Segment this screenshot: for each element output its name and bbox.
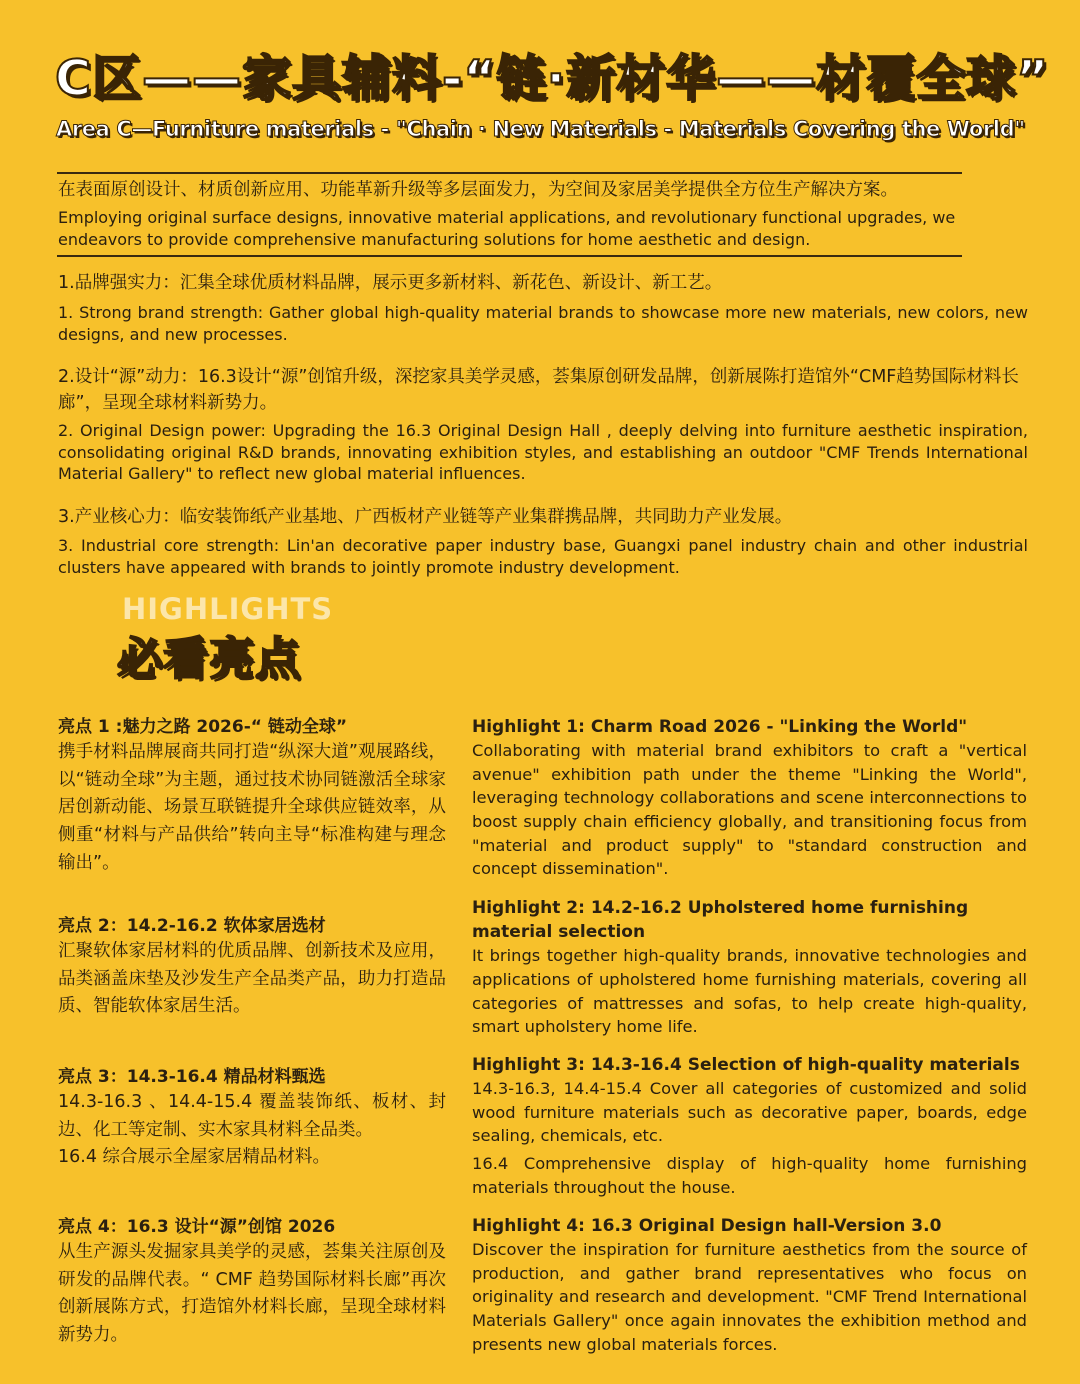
- highlight-1-cn-title: 亮点 1 :魅力之路 2026-“ 链动全球”: [58, 717, 348, 737]
- highlight-2-cn-title: 亮点 2：14.2-16.2 软体家居选材: [58, 916, 326, 936]
- highlight-3-en-title: Highlight 3: 14.3-16.4 Selection of high-quality materials: [472, 1055, 1020, 1075]
- highlight-4-cn: [58, 1215, 446, 1350]
- highlight-3-cn: [58, 1065, 446, 1172]
- highlight-2-en-title: Highlight 2: 14.2-16.2 Upholstered home furnishing material selection: [472, 898, 969, 943]
- highlight-1-en: [472, 715, 1027, 881]
- divider-bottom: [57, 255, 962, 257]
- highlight-4-en-title: Highlight 4: 16.3 Original Design hall-Version 3.0: [472, 1216, 942, 1236]
- intro-cn: 在表面原创设计、材质创新应用、功能革新升级等多层面发力，为空间及家居美学提供全方位生产解决方案。: [58, 180, 898, 200]
- point-3-en: 3. Industrial core strength: Lin'an decorative paper industry base, Guangxi panel industry chain and other industrial clusters have appeared with brands to jointly promote industry development.: [58, 536, 1028, 577]
- page-title: C区——家具辅料-“链·新材华——材覆全球”: [55, 50, 1050, 107]
- highlight-2-cn-body: 汇聚软体家居材料的优质品牌、创新技术及应用，品类涵盖床垫及沙发生产全品类产品，助力打造品质、智能软体家居生活。: [58, 941, 446, 1017]
- highlight-1-en-body: Collaborating with material brand exhibitors to craft a "vertical avenue" exhibition path under the theme "Linking the World", leveraging technology collaborations and scene interconnections to boost supply chain efficiency globally, and transitioning focus from "material and product supply" to "standard construction and concept dissemination".: [472, 741, 1027, 879]
- highlight-3-cn-body-2: 16.4 综合展示全屋家居精品材料。: [58, 1147, 331, 1168]
- highlight-1-cn-body: 携手材料品牌展商共同打造“纵深大道”观展路线，以“链动全球”为主题，通过技术协同链激活全球家居创新动能、场景互联链提升全球供应链效率，从侧重“材料与产品供给”转向主导“标准构建与理念输出”。: [58, 742, 446, 873]
- highlight-4-cn-title: 亮点 4：16.3 设计“源”创馆 2026: [58, 1217, 336, 1237]
- point-1-en: 1. Strong brand strength: Gather global high-quality material brands to showcase more new materials, new colors, new designs, and new processes.: [58, 303, 1028, 344]
- point-1-cn: 1.品牌强实力：汇集全球优质材料品牌，展示更多新材料、新花色、新设计、新工艺。: [58, 273, 723, 293]
- highlight-2-en: [472, 896, 1027, 1039]
- highlight-2-cn: [58, 914, 446, 1021]
- highlight-4-en: [472, 1214, 1027, 1356]
- highlight-3-cn-title: 亮点 3：14.3-16.4 精品材料甄选: [58, 1067, 326, 1087]
- highlight-1-cn: [58, 715, 446, 877]
- point-2-en: 2. Original Design power: Upgrading the 16.3 Original Design Hall , deeply delving into furniture aesthetic inspiration, consolidating original R&D brands, innovating exhibition styles, and establishing an outdoor "CMF Trends International Material Gallery" to reflect new global material influences.: [58, 421, 1028, 484]
- intro-en: Employing original surface designs, innovative material applications, and revolutionary functional upgrades, we endeavors to provide comprehensive manufacturing solutions for home aesthetic and design.: [58, 208, 956, 249]
- highlight-4-en-body: Discover the inspiration for furniture aesthetics from the source of production, and gather brand representatives who focus on originality and research and development. "CMF Trend International Materials Gallery" once again innovates the exhibition method and presents new global materials forces.: [472, 1240, 1027, 1354]
- highlight-2-en-body: It brings together high-quality brands, innovative technologies and applications of upholstered home furnishing materials, covering all categories of mattresses and sofas, to help create high-quality, smart upholstery home life.: [472, 946, 1027, 1037]
- highlight-1-en-title: Highlight 1: Charm Road 2026 - "Linking the World": [472, 717, 968, 737]
- highlight-3-en-body: 14.3-16.3, 14.4-15.4 Cover all categories of customized and solid wood furniture materials such as decorative paper, boards, edge sealing, chemicals, etc.: [472, 1079, 1027, 1146]
- highlight-3-cn-body: 14.3-16.3 、14.4-15.4 覆盖装饰纸、板材、封边、化工等定制、实木家具材料全品类。: [58, 1092, 446, 1140]
- highlight-4-cn-body: 从生产源头发掘家具美学的灵感，荟集关注原创及研发的品牌代表。“ CMF 趋势国际材料长廊”再次创新展陈方式，打造馆外材料长廊，呈现全球材料新势力。: [58, 1242, 446, 1346]
- point-2-cn: 2.设计“源”动力：16.3设计“源”创馆升级，深挖家具美学灵感，荟集原创研发品牌，创新展陈打造馆外“CMF趋势国际材料长廊”，呈现全球材料新势力。: [58, 367, 1019, 414]
- divider-top: [57, 172, 962, 174]
- highlights-label: HIGHLIGHTS: [122, 592, 334, 626]
- highlight-3-en-body-2: 16.4 Comprehensive display of high-quality home furnishing materials throughout the house.: [472, 1154, 1027, 1197]
- point-3-cn: 3.产业核心力：临安装饰纸产业基地、广西板材产业链等产业集群携品牌，共同助力产业发展。: [58, 507, 793, 527]
- highlights-badge: 必看亮点: [117, 632, 302, 685]
- highlight-3-en: [472, 1053, 1027, 1199]
- page-subtitle: Area C—Furniture materials - "Chain · New Materials - Materials Covering the World": [56, 117, 1025, 141]
